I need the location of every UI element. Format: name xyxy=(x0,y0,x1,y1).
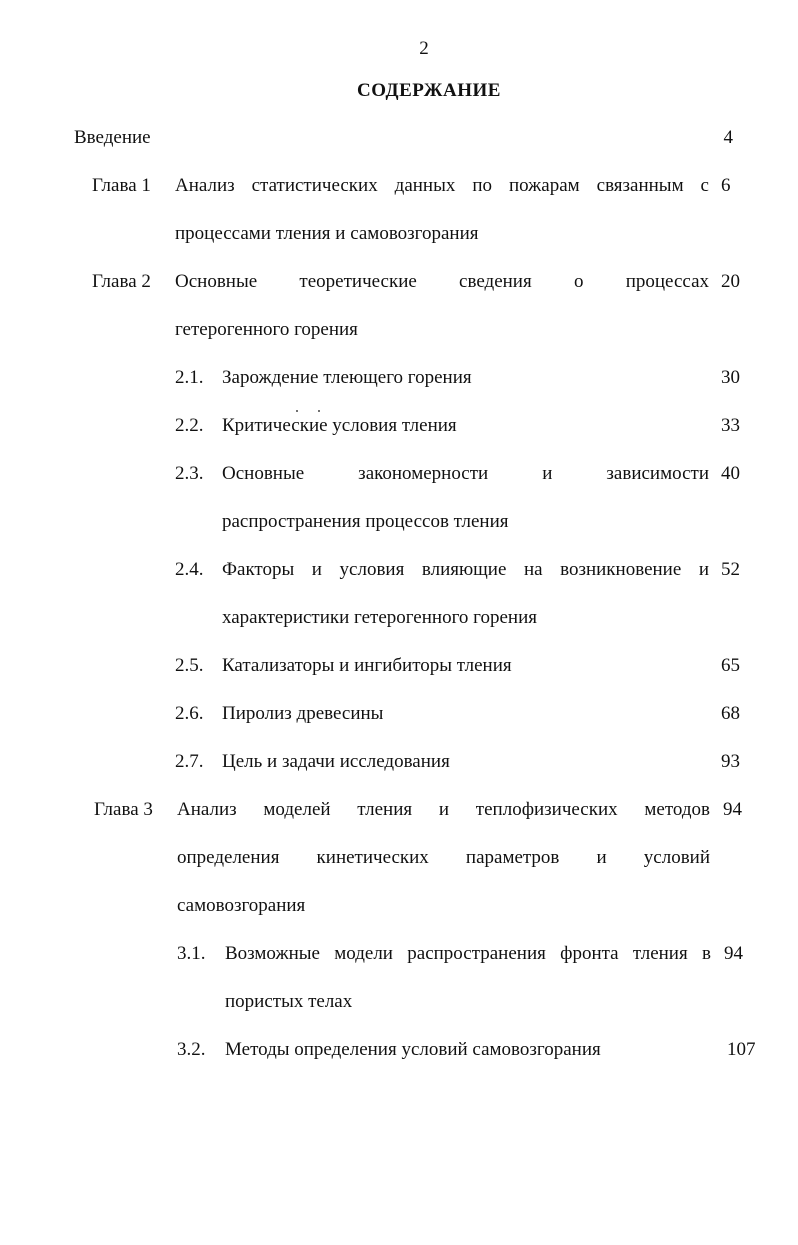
toc-ch3-line1: Анализ моделей тления и теплофизических методов xyxy=(177,799,710,820)
toc-ch1-line2: процессами тления и самовозгорания xyxy=(175,223,479,244)
toc-section-title: Основные закономерности и зависимости xyxy=(222,463,709,484)
toc-ch1-label: Глава 1 xyxy=(92,175,151,196)
toc-section-title: Факторы и условия влияющие на возникновение и xyxy=(222,559,709,580)
toc-section-page: 30 xyxy=(721,367,740,388)
toc-section-page: 40 xyxy=(721,463,740,484)
toc-section-number: 2.5. xyxy=(175,655,204,676)
toc-section-title: Методы определения условий самовозгорания xyxy=(225,1039,601,1060)
toc-ch1-line1: Анализ статистических данных по пожарам связанным с xyxy=(175,175,709,196)
toc-ch2-line1: Основные теоретические сведения о процессах xyxy=(175,271,709,292)
toc-section-page: 33 xyxy=(721,415,740,436)
page-title: СОДЕРЖАНИЕ xyxy=(357,80,501,101)
toc-section-title: Критические условия тления xyxy=(222,415,457,436)
toc-section-number: 3.1. xyxy=(177,943,206,964)
toc-section-title-cont: распространения процессов тления xyxy=(222,511,509,532)
toc-section-title: Возможные модели распространения фронта тления в xyxy=(225,943,711,964)
toc-ch2-line2: гетерогенного горения xyxy=(175,319,358,340)
toc-section-number: 2.2. xyxy=(175,415,204,436)
toc-section-title: Цель и задачи исследования xyxy=(222,751,450,772)
toc-ch1-page: 6 xyxy=(721,175,731,196)
scan-speck xyxy=(296,410,322,414)
toc-section-page: 94 xyxy=(724,943,743,964)
toc-section-number: 3.2. xyxy=(177,1039,206,1060)
toc-section-number: 2.3. xyxy=(175,463,204,484)
toc-section-number: 2.1. xyxy=(175,367,204,388)
toc-section-page: 65 xyxy=(721,655,740,676)
toc-section-title: Катализаторы и ингибиторы тления xyxy=(222,655,512,676)
toc-ch3-label: Глава 3 xyxy=(94,799,153,820)
toc-section-page: 68 xyxy=(721,703,740,724)
toc-section-title-cont: пористых телах xyxy=(225,991,353,1012)
toc-ch3-line2: определения кинетических параметров и условий xyxy=(177,847,710,868)
toc-ch3-line3: самовозгорания xyxy=(177,895,306,916)
page-number: 2 xyxy=(419,38,429,59)
toc-ch2-label: Глава 2 xyxy=(92,271,151,292)
toc-section-number: 2.6. xyxy=(175,703,204,724)
toc-ch3-page: 94 xyxy=(723,799,742,820)
toc-ch2-page: 20 xyxy=(721,271,740,292)
toc-section-number: 2.4. xyxy=(175,559,204,580)
toc-section-title: Пиролиз древесины xyxy=(222,703,384,724)
toc-intro-page: 4 xyxy=(723,127,733,148)
toc-section-title: Зарождение тлеющего горения xyxy=(222,367,472,388)
toc-section-page: 52 xyxy=(721,559,740,580)
toc-section-page: 93 xyxy=(721,751,740,772)
toc-section-number: 2.7. xyxy=(175,751,204,772)
toc-section-page: 107 xyxy=(727,1039,756,1060)
toc-section-title-cont: характеристики гетерогенного горения xyxy=(222,607,537,628)
toc-intro-title: Введение xyxy=(74,127,151,148)
